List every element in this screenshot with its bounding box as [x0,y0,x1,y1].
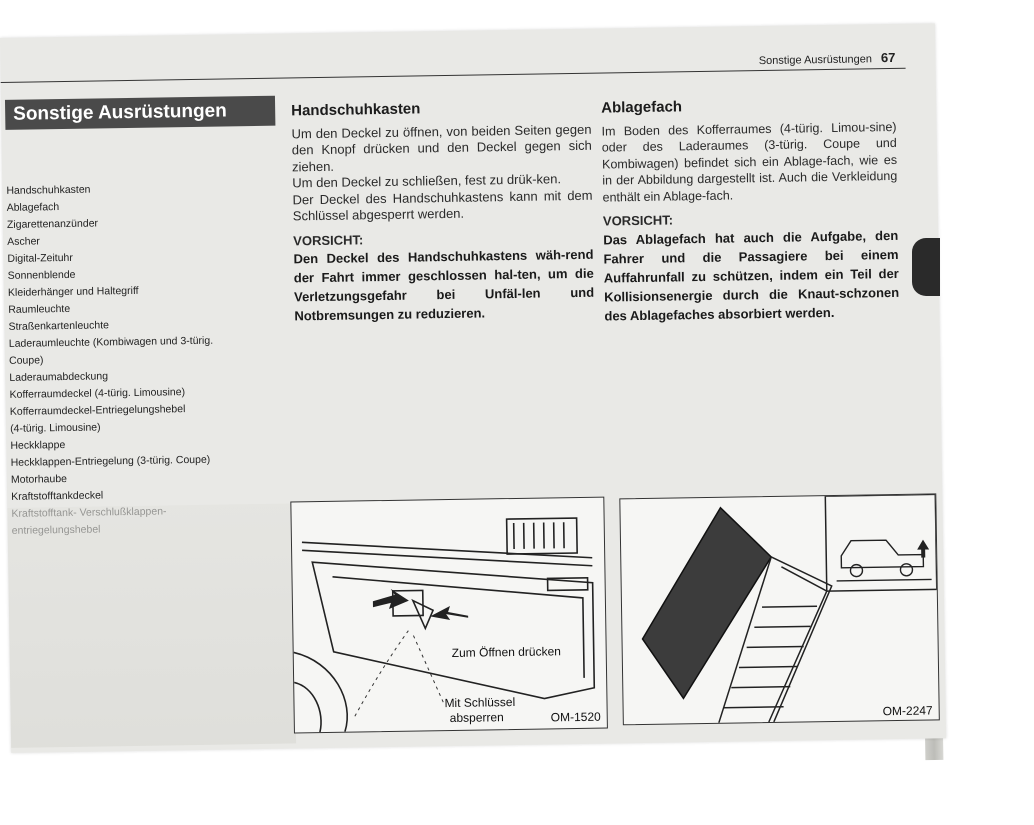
ablagefach-section [601,96,899,325]
label-lock-key-line1: Mit Schlüssel [444,694,516,711]
thumb-index-tab [912,238,940,296]
label-open-press: Zum Öffnen drücken [451,644,561,660]
toc-item: Ascher [7,235,40,248]
handschuhkasten-warning-label: VORSICHT: [293,231,364,248]
figure-id-om2247: OM-2247 [882,703,933,719]
storage-drawing [620,494,938,724]
handschuhkasten-warning-text: Den Deckel des Handschuhkastens wäh-rend der Fahrt immer geschlossen hal-ten, um die Verletzungsgefahr bei Unfäl-len und Notbremsungen zu reduzieren. [293,246,595,324]
page-number: 67 [880,49,896,66]
toc-item: Kofferraumdeckel-Entriegelungshebel [9,403,186,418]
toc-item: Heckklappen-Entriegelung (3-türig. Coupe) [10,453,211,469]
handschuhkasten-paragraph-2: Um den Deckel zu schließen, fest zu drük-ken. [292,171,562,191]
storage-compartment-illustration [619,493,940,725]
toc-item: Straßenkartenleuchte [8,319,110,333]
toc-item: Heckklappe [10,439,66,452]
toc-item: Sonnenblende [7,268,76,282]
manual-page [0,23,946,753]
glovebox-illustration [290,497,608,734]
handschuhkasten-paragraph-3: Der Deckel des Handschuhkastens kann mit dem Schlüssel abgesperrt werden. [292,187,593,224]
handschuhkasten-section [291,99,594,326]
toc-item: Ablagefach [6,201,60,214]
toc-item: Digital-Zeituhr [7,251,73,265]
toc-item: Motorhaube [10,473,68,486]
label-lock-key-line2: absperren [449,710,504,726]
table-of-contents [6,179,287,540]
toc-item: Kraftstofftankdeckel [11,489,104,503]
running-head-title: Sonstige Ausrüstungen [758,53,873,68]
toc-item: Coupe) [8,354,44,367]
running-head [759,50,896,67]
figure-id-om1520: OM-1520 [550,709,601,725]
handschuhkasten-title: Handschuhkasten [291,100,421,120]
toc-item: Handschuhkasten [6,183,91,197]
toc-item: Kofferraumdeckel (4-türig. Limousine) [9,386,186,401]
toc-item: Laderaumabdeckung [9,370,109,384]
ablagefach-paragraph: Im Boden des Kofferraumes (4-türig. Limou-sine) oder des Laderaumes (3-türig. Coupe und Kombiwagen) befindet sich ein Ablage-fach, wie es in der Abbildung dargestellt ist. Auch die Verkleidung enthält ein Ablage-fach. [601,119,898,205]
bleed-through-image [7,503,296,747]
toc-item: Zigarettenanzünder [6,217,99,231]
handschuhkasten-paragraph-1: Um den Deckel zu öffnen, von beiden Seiten gegen den Knopf drücken und den Deckel gegen sich ziehen. [291,121,592,174]
toc-item: (4-türig. Limousine) [10,421,101,435]
toc-item: Kleiderhänger und Haltegriff [7,284,139,299]
toc-item: Laderaumleuchte (Kombiwagen und 3-türig. [8,334,214,350]
ablagefach-title: Ablagefach [601,98,683,117]
header-rule [1,68,906,83]
ablagefach-warning-label: VORSICHT: [602,212,674,229]
section-title: Sonstige Ausrüstungen [5,96,275,130]
toc-item: Raumleuchte [8,302,71,316]
ablagefach-warning-text: Das Ablagefach hat auch die Aufgabe, den Fahrer und die Passagiere bei einem Auffahrunfall zu schützen, indem ein Teil der Kollisionsenergie durch die Knaut-schzonen des Ablagefaches absorbiert werden. [603,227,900,324]
